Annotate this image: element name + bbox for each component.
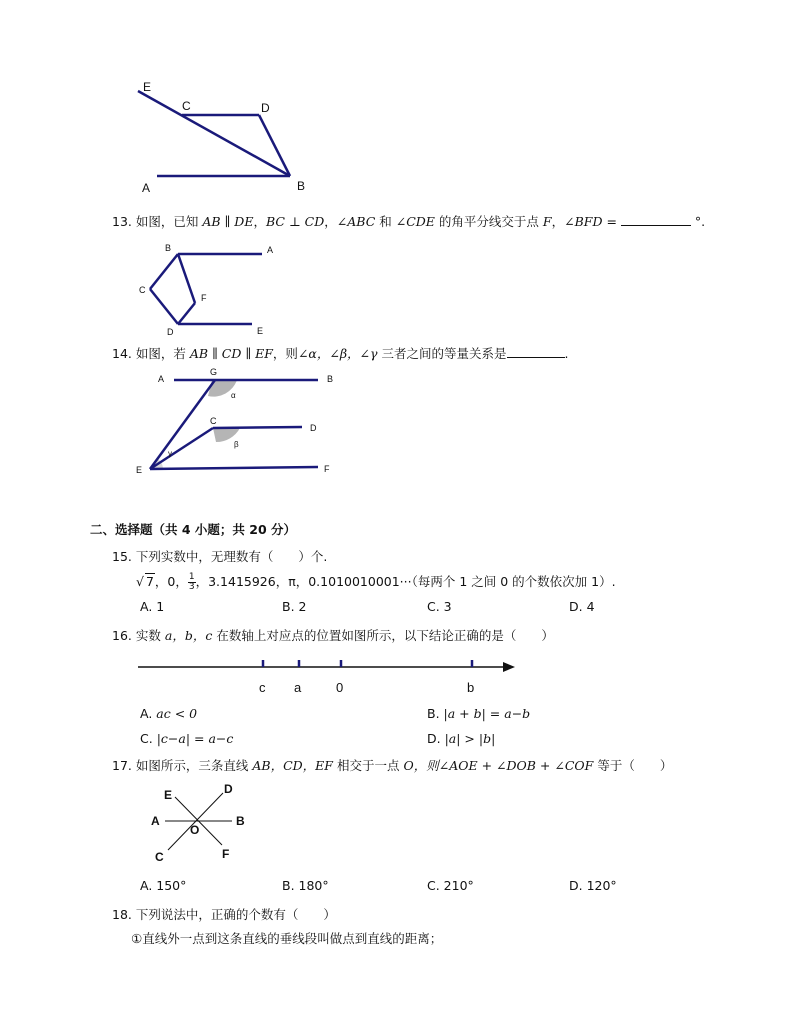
q17-sum: ，则∠AOE + ∠DOB + ∠COF	[413, 758, 594, 773]
section-title: 二、选择题（共 4 小题；共 20 分）	[90, 522, 297, 537]
fig17-label-O: O	[190, 823, 200, 837]
q17-text-mid: 相交于一点	[336, 758, 400, 773]
q16-option-d-math: |a| > |b|	[444, 731, 496, 746]
q16-text-post: 在数轴上对应点的位置如图所示，以下结论正确的是（ ）	[216, 628, 554, 643]
q15-option-b[interactable]: B. 2	[282, 599, 307, 614]
q17-number: 17.	[112, 758, 132, 773]
q14-angles: ∠α，∠β，∠γ	[297, 346, 378, 361]
axis-label-c: c	[259, 680, 266, 695]
q13-ask: ∠BFD =	[564, 214, 617, 229]
q13-cond3: ∠ABC	[336, 214, 376, 229]
q16-option-b-label: B.	[427, 706, 444, 721]
q14-mid: ，则	[272, 346, 298, 361]
q15-sqrt-radicand: 7	[145, 574, 154, 589]
q17-text-post: 等于（ ）	[597, 758, 673, 773]
q18-text: 下列说法中，正确的个数有（ ）	[135, 907, 336, 922]
fig14-label-E: E	[136, 465, 143, 475]
fig14-label-D: D	[310, 423, 317, 433]
q15-frac-num: 1	[188, 572, 195, 582]
q18-item-1: ①直线外一点到这条直线的垂线段叫做点到直线的距离；	[131, 931, 443, 946]
fig13-label-E: E	[257, 326, 264, 336]
q13-cond4: ∠CDE	[395, 214, 435, 229]
q13-unit: °.	[694, 214, 706, 229]
q13-sep2: ，	[324, 214, 337, 229]
fig14-label-C: C	[210, 416, 217, 426]
q17-point-o: O	[403, 758, 414, 773]
q14-end: .	[564, 346, 569, 361]
fig17-label-A: A	[151, 814, 160, 828]
q16-number: 16.	[112, 628, 132, 643]
q13-cond1: AB ∥ DE	[202, 214, 254, 229]
fig12-label-C: C	[182, 99, 191, 113]
q14-pre: 如图，若	[135, 346, 186, 361]
fig14-label-alpha: α	[231, 391, 236, 400]
q15-option-d[interactable]: D. 4	[569, 599, 595, 614]
q15-number: 15.	[112, 549, 132, 564]
q14-number: 14.	[112, 346, 132, 361]
q13-pre: 如图，已知	[135, 214, 199, 229]
q14-post: 三者之间的等量关系是	[381, 346, 507, 361]
q15-option-a[interactable]: A. 1	[140, 599, 165, 614]
fig17-label-C: C	[155, 850, 164, 864]
q16-option-d-label: D.	[427, 731, 445, 746]
q15-list-a: ，0，	[154, 574, 188, 589]
q16-text-pre: 实数	[135, 628, 161, 643]
q16-option-a-label: A.	[140, 706, 157, 721]
q15-frac-den: 3	[188, 582, 195, 592]
fig12-label-B: B	[297, 179, 306, 193]
q18-number: 18.	[112, 907, 132, 922]
q17-option-c[interactable]: C. 210°	[427, 878, 474, 893]
q17-lines: AB，CD，EF	[252, 758, 333, 773]
fig13-label-D: D	[167, 327, 174, 337]
q13-sep1: ，	[253, 214, 266, 229]
fig13-label-C: C	[139, 285, 146, 295]
q16-option-c-label: C.	[140, 731, 157, 746]
fig17-label-F: F	[222, 847, 230, 861]
axis-label-0: 0	[336, 680, 344, 695]
q17-text-pre: 如图所示，三条直线	[135, 758, 249, 773]
q15-sqrt-sign: √	[136, 574, 144, 589]
q15-text: 下列实数中，无理数有（ ）个.	[135, 549, 328, 564]
q15-option-c[interactable]: C. 3	[427, 599, 452, 614]
fig14-label-B: B	[327, 374, 334, 384]
fig17-label-E: E	[164, 788, 173, 802]
fig12-label-A: A	[142, 181, 151, 195]
fig17-label-D: D	[224, 782, 233, 796]
fig12-label-E: E	[143, 80, 152, 94]
q17-option-d[interactable]: D. 120°	[569, 878, 617, 893]
fig14-label-F: F	[324, 464, 330, 474]
q16-option-a-math: ac < 0	[156, 706, 198, 721]
fig12-label-D: D	[261, 101, 270, 115]
q16-vars: a，b，c	[164, 628, 213, 643]
axis-label-a: a	[294, 680, 302, 695]
q16-option-b-math: |a + b| = a−b	[443, 706, 531, 721]
q14-cond: AB ∥ CD ∥ EF	[189, 346, 273, 361]
fig17-label-B: B	[236, 814, 245, 828]
fig14-label-beta: β	[234, 440, 239, 449]
q17-option-a[interactable]: A. 150°	[140, 878, 187, 893]
q13-mid: 的角平分线交于点	[438, 214, 539, 229]
q16-option-c-math: |c−a| = a−c	[156, 731, 234, 746]
q18-stem	[112, 905, 336, 923]
q13-point-f: F	[542, 214, 552, 229]
q13-sep3: ，	[551, 214, 565, 229]
fig13-label-F: F	[201, 293, 207, 303]
q15-list-b: ，3.1415926，π，0.1010010001···（每两个 1 之间 0 的个数依次加 1）.	[195, 574, 616, 589]
fig14-label-gamma: γ	[168, 449, 172, 458]
q13-number: 13.	[112, 214, 132, 229]
fig13-label-B: B	[165, 243, 172, 253]
fig14-label-A: A	[158, 374, 165, 384]
fig13-label-A: A	[267, 245, 274, 255]
fig14-label-G: G	[210, 367, 218, 377]
q17-option-b[interactable]: B. 180°	[282, 878, 329, 893]
q13-and: 和	[379, 214, 392, 229]
q13-cond2: BC ⊥ CD	[265, 214, 325, 229]
axis-label-b: b	[467, 680, 475, 695]
